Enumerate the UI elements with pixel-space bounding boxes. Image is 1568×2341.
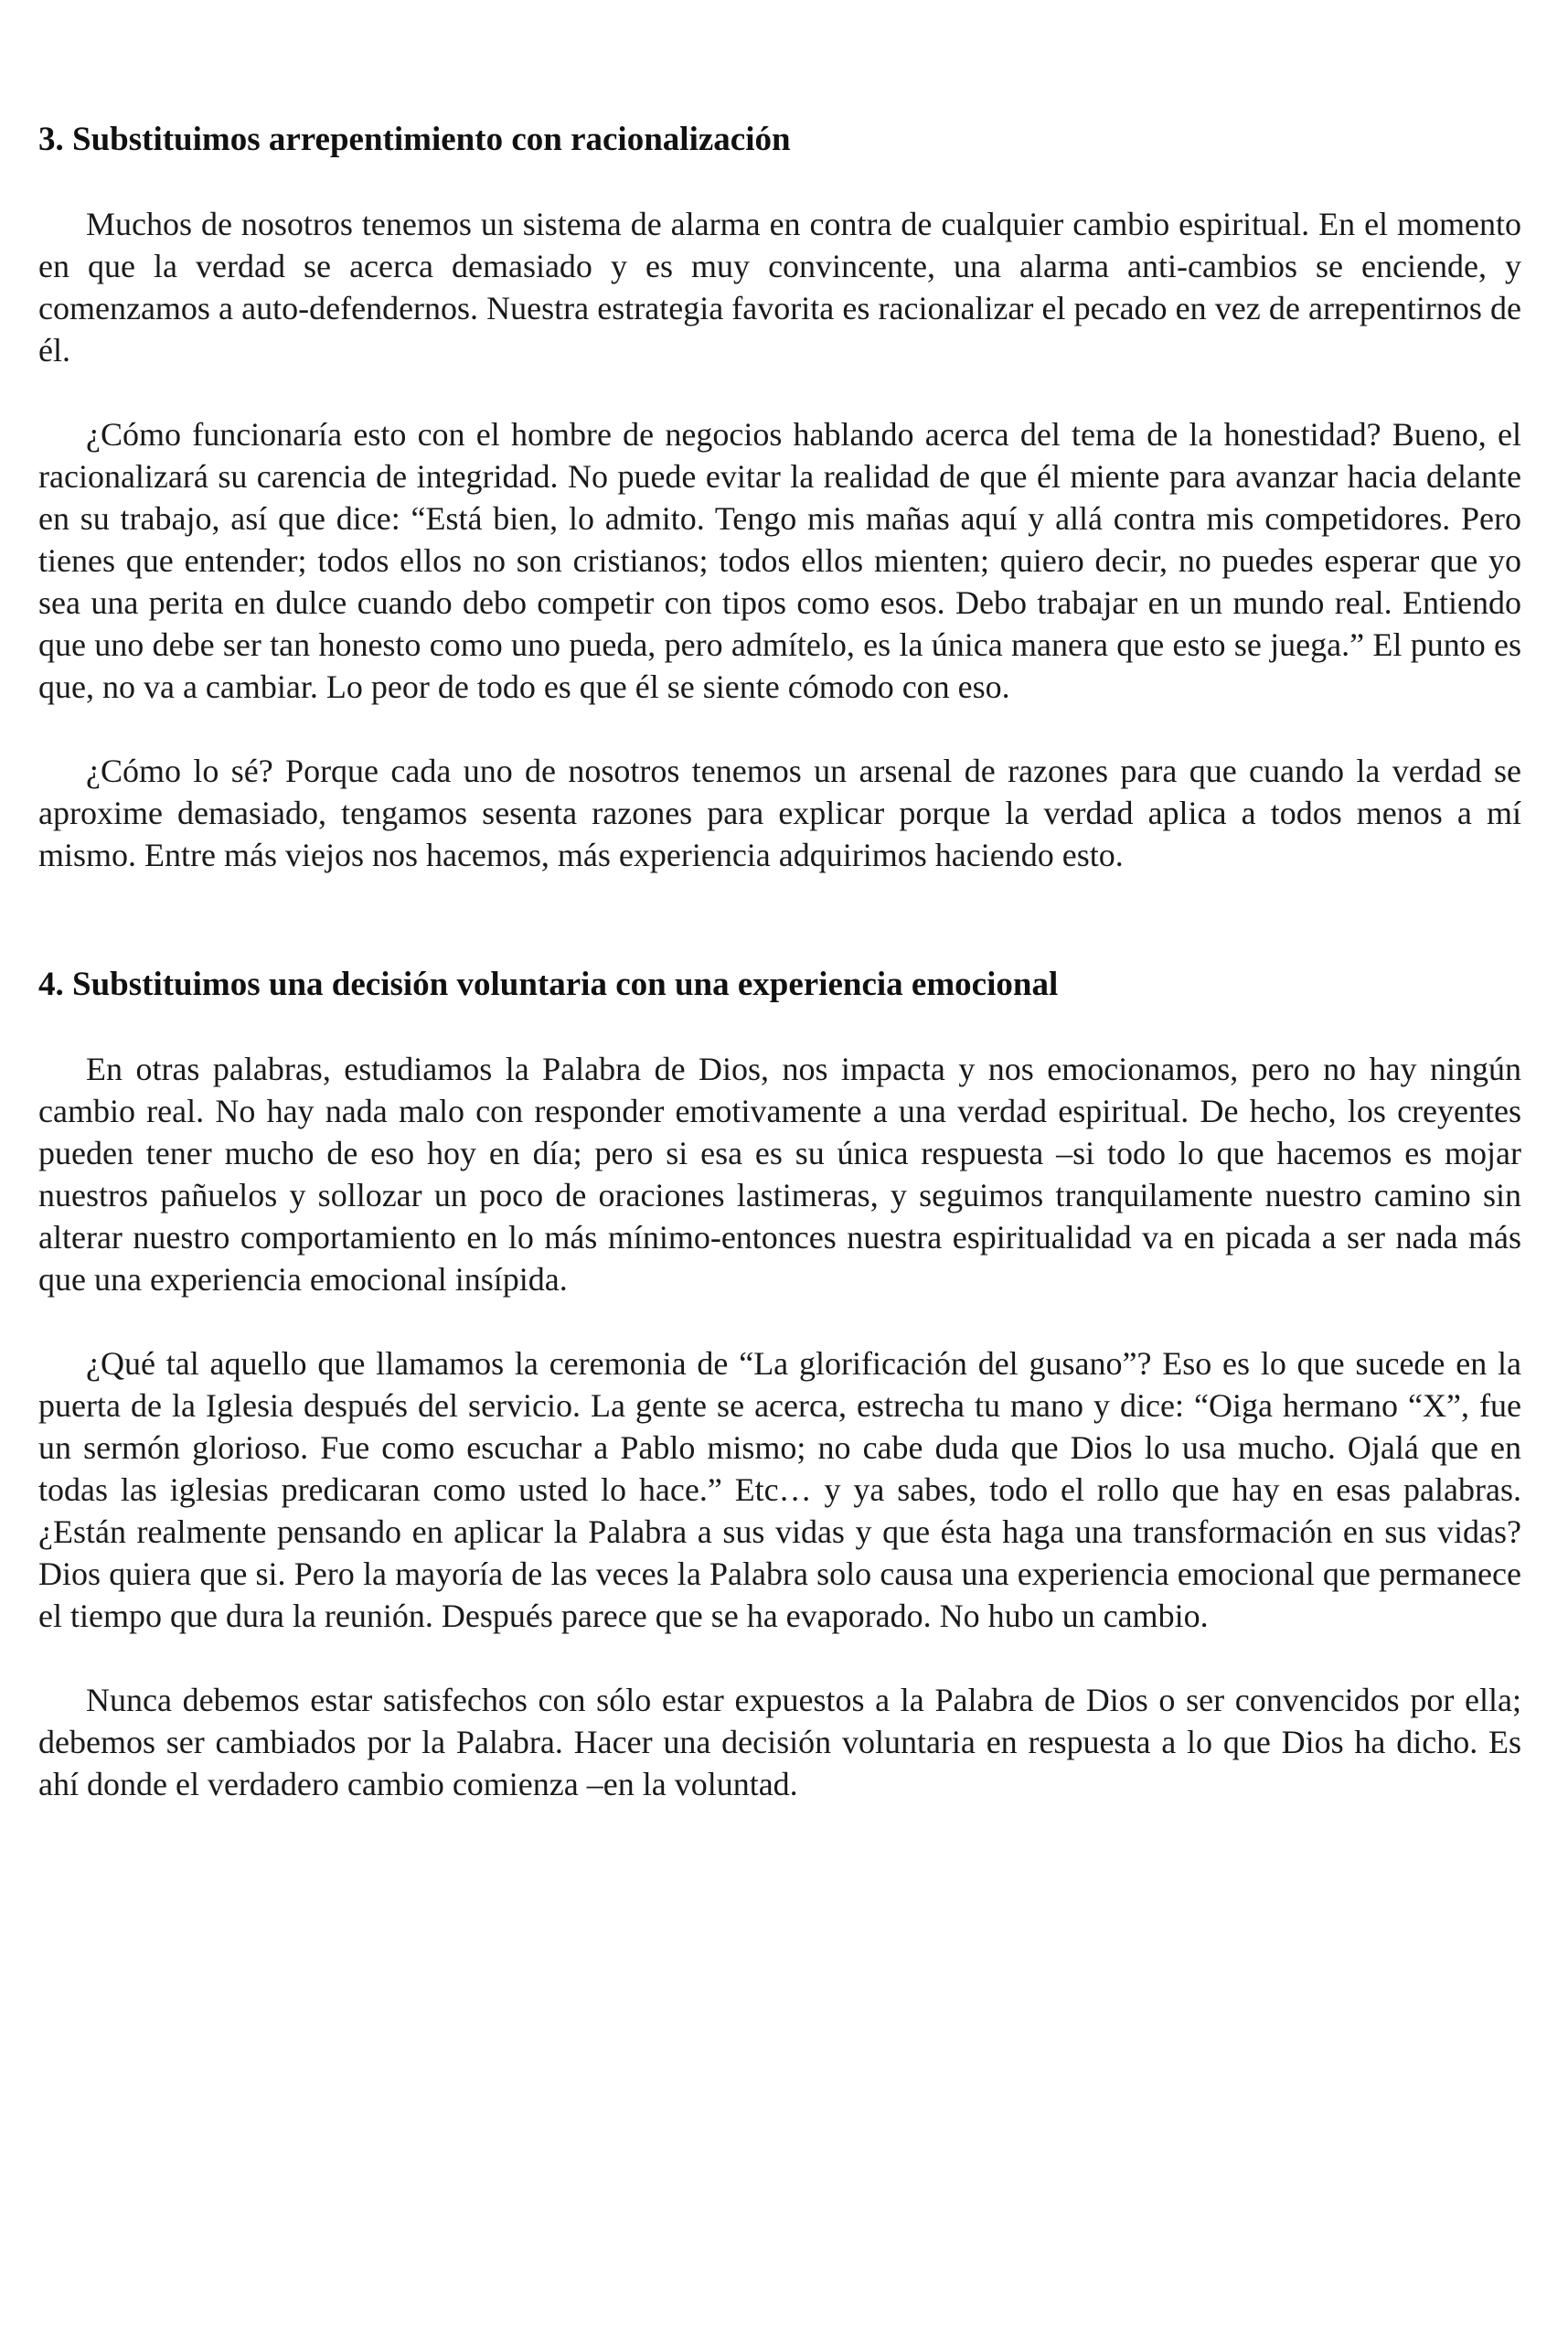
paragraph: ¿Cómo funcionaría esto con el hombre de negocios hablando acerca del tema de la honestidad? Bueno, el racionalizará su carencia de integridad. No puede evitar la realidad de que él miente para avanzar hacia delante en su trabajo, así que dice: “Está bien, lo admito. Tengo mis mañas aquí y allá contra mis competidores. Pero tienes que entender; todos ellos no son cristianos; todos ellos mienten; quiero decir, no puedes esperar que yo sea una perita en dulce cuando debo competir con tipos como esos. Debo trabajar en un mundo real. Entiendo que uno debe ser tan honesto como uno pueda, pero admítelo, es la única manera que esto se juega.” El punto es que, no va a cambiar. Lo peor de todo es que él se siente cómodo con eso. (38, 416, 1521, 705)
section-heading: 3. Substituimos arrepentimiento con racionalización (38, 121, 791, 158)
section-3-rationalization (38, 119, 1521, 876)
section-heading: 4. Substituimos una decisión voluntaria con una experiencia emocional (38, 966, 1059, 1003)
paragraph: Nunca debemos estar satisfechos con sólo estar expuestos a la Palabra de Dios o ser convencidos por ella; debemos ser cambiados por la Palabra. Hacer una decisión voluntaria en respuesta a lo que Dios ha dicho. Es ahí donde el verdadero cambio comienza –en la voluntad. (38, 1682, 1521, 1802)
document-page (38, 119, 1521, 1805)
section-4-emotional-experience (38, 964, 1521, 1805)
paragraph: ¿Cómo lo sé? Porque cada uno de nosotros tenemos un arsenal de razones para que cuando la verdad se aproxime demasiado, tengamos sesenta razones para explicar porque la verdad aplica a todos menos a mí mismo. Entre más viejos nos hacemos, más experiencia adquirimos haciendo esto. (38, 753, 1521, 873)
paragraph: Muchos de nosotros tenemos un sistema de alarma en contra de cualquier cambio espiritual. En el momento en que la verdad se acerca demasiado y es muy convincente, una alarma anti-cambios se enciende, y comenzamos a auto-defendernos. Nuestra estrategia favorita es racionalizar el pecado en vez de arrepentirnos de él. (38, 206, 1521, 369)
paragraph: En otras palabras, estudiamos la Palabra de Dios, nos impacta y nos emocionamos, pero no hay ningún cambio real. No hay nada malo con responder emotivamente a una verdad espiritual. De hecho, los creyentes pueden tener mucho de eso hoy en día; pero si esa es su única respuesta –si todo lo que hacemos es mojar nuestros pañuelos y sollozar un poco de oraciones lastimeras, y seguimos tranquilamente nuestro camino sin alterar nuestro comportamiento en lo más mínimo-entonces nuestra espiritualidad va en picada a ser nada más que una experiencia emocional insípida. (38, 1051, 1521, 1298)
paragraph: ¿Qué tal aquello que llamamos la ceremonia de “La glorificación del gusano”? Eso es lo que sucede en la puerta de la Iglesia después del servicio. La gente se acerca, estrecha tu mano y dice: “Oiga hermano “X”, fue un sermón glorioso. Fue como escuchar a Pablo mismo; no cabe duda que Dios lo usa mucho. Ojalá que en todas las iglesias predicaran como usted lo hace.” Etc… y ya sabes, todo el rollo que hay en esas palabras. ¿Están realmente pensando en aplicar la Palabra a sus vidas y que ésta haga una transformación en sus vidas? Dios quiera que si. Pero la mayoría de las veces la Palabra solo causa una experiencia emocional que permanece el tiempo que dura la reunión. Después parece que se ha evaporado. No hubo un cambio. (38, 1345, 1521, 1634)
